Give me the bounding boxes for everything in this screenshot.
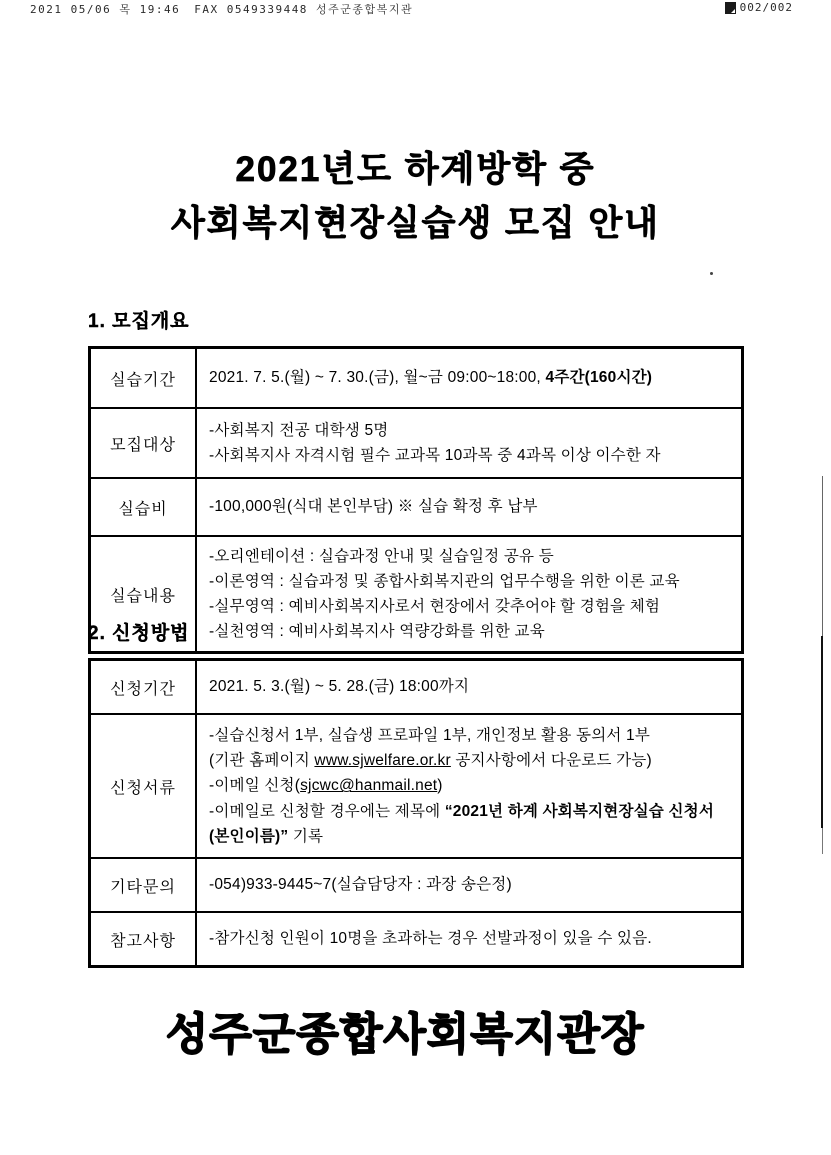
document-title <box>0 143 831 252</box>
row-label-other-inquiries: 기타문의 <box>90 858 197 912</box>
application-documents-line2 <box>209 748 733 773</box>
document-title-line2: 사회복지현장실습생 모집 안내 <box>171 204 660 244</box>
application-documents-line4 <box>209 799 733 849</box>
row-value-application-period <box>196 660 743 715</box>
fax-page-icon <box>725 2 736 14</box>
recruit-target-line1: -사회복지 전공 대학생 5명 <box>209 421 389 439</box>
row-label-practice-fee: 실습비 <box>90 478 197 536</box>
table-row <box>90 858 743 912</box>
practice-content-line4: -실천영역 : 예비사회복지사 역량강화를 위한 교육 <box>209 623 545 641</box>
fax-timestamp: 2021 05/06 목 19:46 <box>30 3 181 16</box>
section1-heading: 1. 모집개요 <box>88 311 190 332</box>
fax-transmission-header <box>30 1 793 17</box>
document-title-line1: 2021년도 하계방학 중 <box>235 150 596 189</box>
table-row <box>90 660 743 715</box>
email-line-pre: -이메일 신청( <box>209 777 301 795</box>
fax-page-indicator: 002/002 <box>739 1 793 14</box>
section-recruitment-overview <box>88 306 748 654</box>
row-value-application-documents <box>196 714 743 858</box>
email-subject-post: 기록 <box>288 827 324 845</box>
row-label-practice-content: 실습내용 <box>90 536 197 653</box>
email-address: sjcwc@hanmail.net <box>300 777 438 795</box>
row-value-practice-period <box>196 348 743 409</box>
row-label-recruit-target: 모집대상 <box>90 408 197 478</box>
scan-artifact-dot <box>710 272 713 275</box>
application-documents-line1: -실습신청서 1부, 실습생 프로파일 1부, 개인정보 활용 동의서 1부 <box>209 727 651 745</box>
table-row <box>90 478 743 536</box>
table-row <box>90 714 743 858</box>
practice-period-bold: 4주간(160시간) <box>545 369 653 387</box>
email-line-post: ) <box>437 777 443 795</box>
practice-content-line2: -이론영역 : 실습과정 및 종합사회복지관의 업무수행을 위한 이론 교육 <box>209 572 680 590</box>
application-period-line1: 2021. 5. 3.(월) ~ 5. 28.(금) 18:00까지 <box>209 678 470 696</box>
table-row <box>90 348 743 409</box>
row-value-practice-fee <box>196 478 743 536</box>
other-inquiries-line1: -054)933-9445~7(실습담당자 : 과장 송은정) <box>209 876 512 894</box>
email-subject-bold: “2021년 하계 사회복지현장실습 신청서(본인이름)” <box>209 802 714 845</box>
website-line-pre: (기관 홈페이지 <box>209 752 315 770</box>
website-line-post: 공지사항에서 다운로드 가능) <box>450 752 652 770</box>
application-method-table <box>88 658 744 968</box>
row-label-notes: 참고사항 <box>90 912 197 967</box>
signature-title: 성주군종합사회복지관장 <box>165 1010 645 1059</box>
row-label-application-period: 신청기간 <box>90 660 197 715</box>
row-value-recruit-target <box>196 408 743 478</box>
fax-header-left <box>30 1 413 17</box>
practice-content-line3: -실무영역 : 예비사회복지사로서 현장에서 갖추어야 할 경험을 체험 <box>209 598 661 615</box>
row-label-practice-period: 실습기간 <box>90 348 197 409</box>
scan-artifact-line <box>822 476 823 636</box>
section2-heading: 2. 신청방법 <box>88 623 190 644</box>
practice-content-line1: -오리엔테이션 : 실습과정 안내 및 실습일정 공유 등 <box>209 547 554 565</box>
section-application-method <box>88 618 748 968</box>
practice-period-text: 2021. 7. 5.(월) ~ 7. 30.(금), 월~금 09:00~18:00, <box>209 369 546 387</box>
email-subject-pre: -이메일로 신청할 경우에는 제목에 <box>209 802 445 820</box>
scan-artifact-line <box>821 636 823 828</box>
recruitment-overview-table <box>88 346 744 654</box>
table-row <box>90 408 743 478</box>
table-row <box>90 912 743 967</box>
fax-sender-line: FAX 0549339448 성주군종합복지관 <box>194 3 414 16</box>
recruit-target-line2: -사회복지사 자격시험 필수 교과목 10과목 중 4과목 이상 이수한 자 <box>209 447 661 464</box>
fax-header-right <box>725 1 793 14</box>
notes-line1: -참가신청 인원이 10명을 초과하는 경우 선발과정이 있을 수 있음. <box>209 930 652 948</box>
application-documents-line3 <box>209 773 733 798</box>
scan-artifact-line <box>822 828 823 854</box>
row-value-notes <box>196 912 743 967</box>
row-label-application-documents: 신청서류 <box>90 714 197 858</box>
row-value-other-inquiries <box>196 858 743 912</box>
website-url: www.sjwelfare.or.kr <box>314 752 451 770</box>
practice-fee-line1: -100,000원(식대 본인부담) ※ 실습 확정 후 납부 <box>209 498 538 516</box>
